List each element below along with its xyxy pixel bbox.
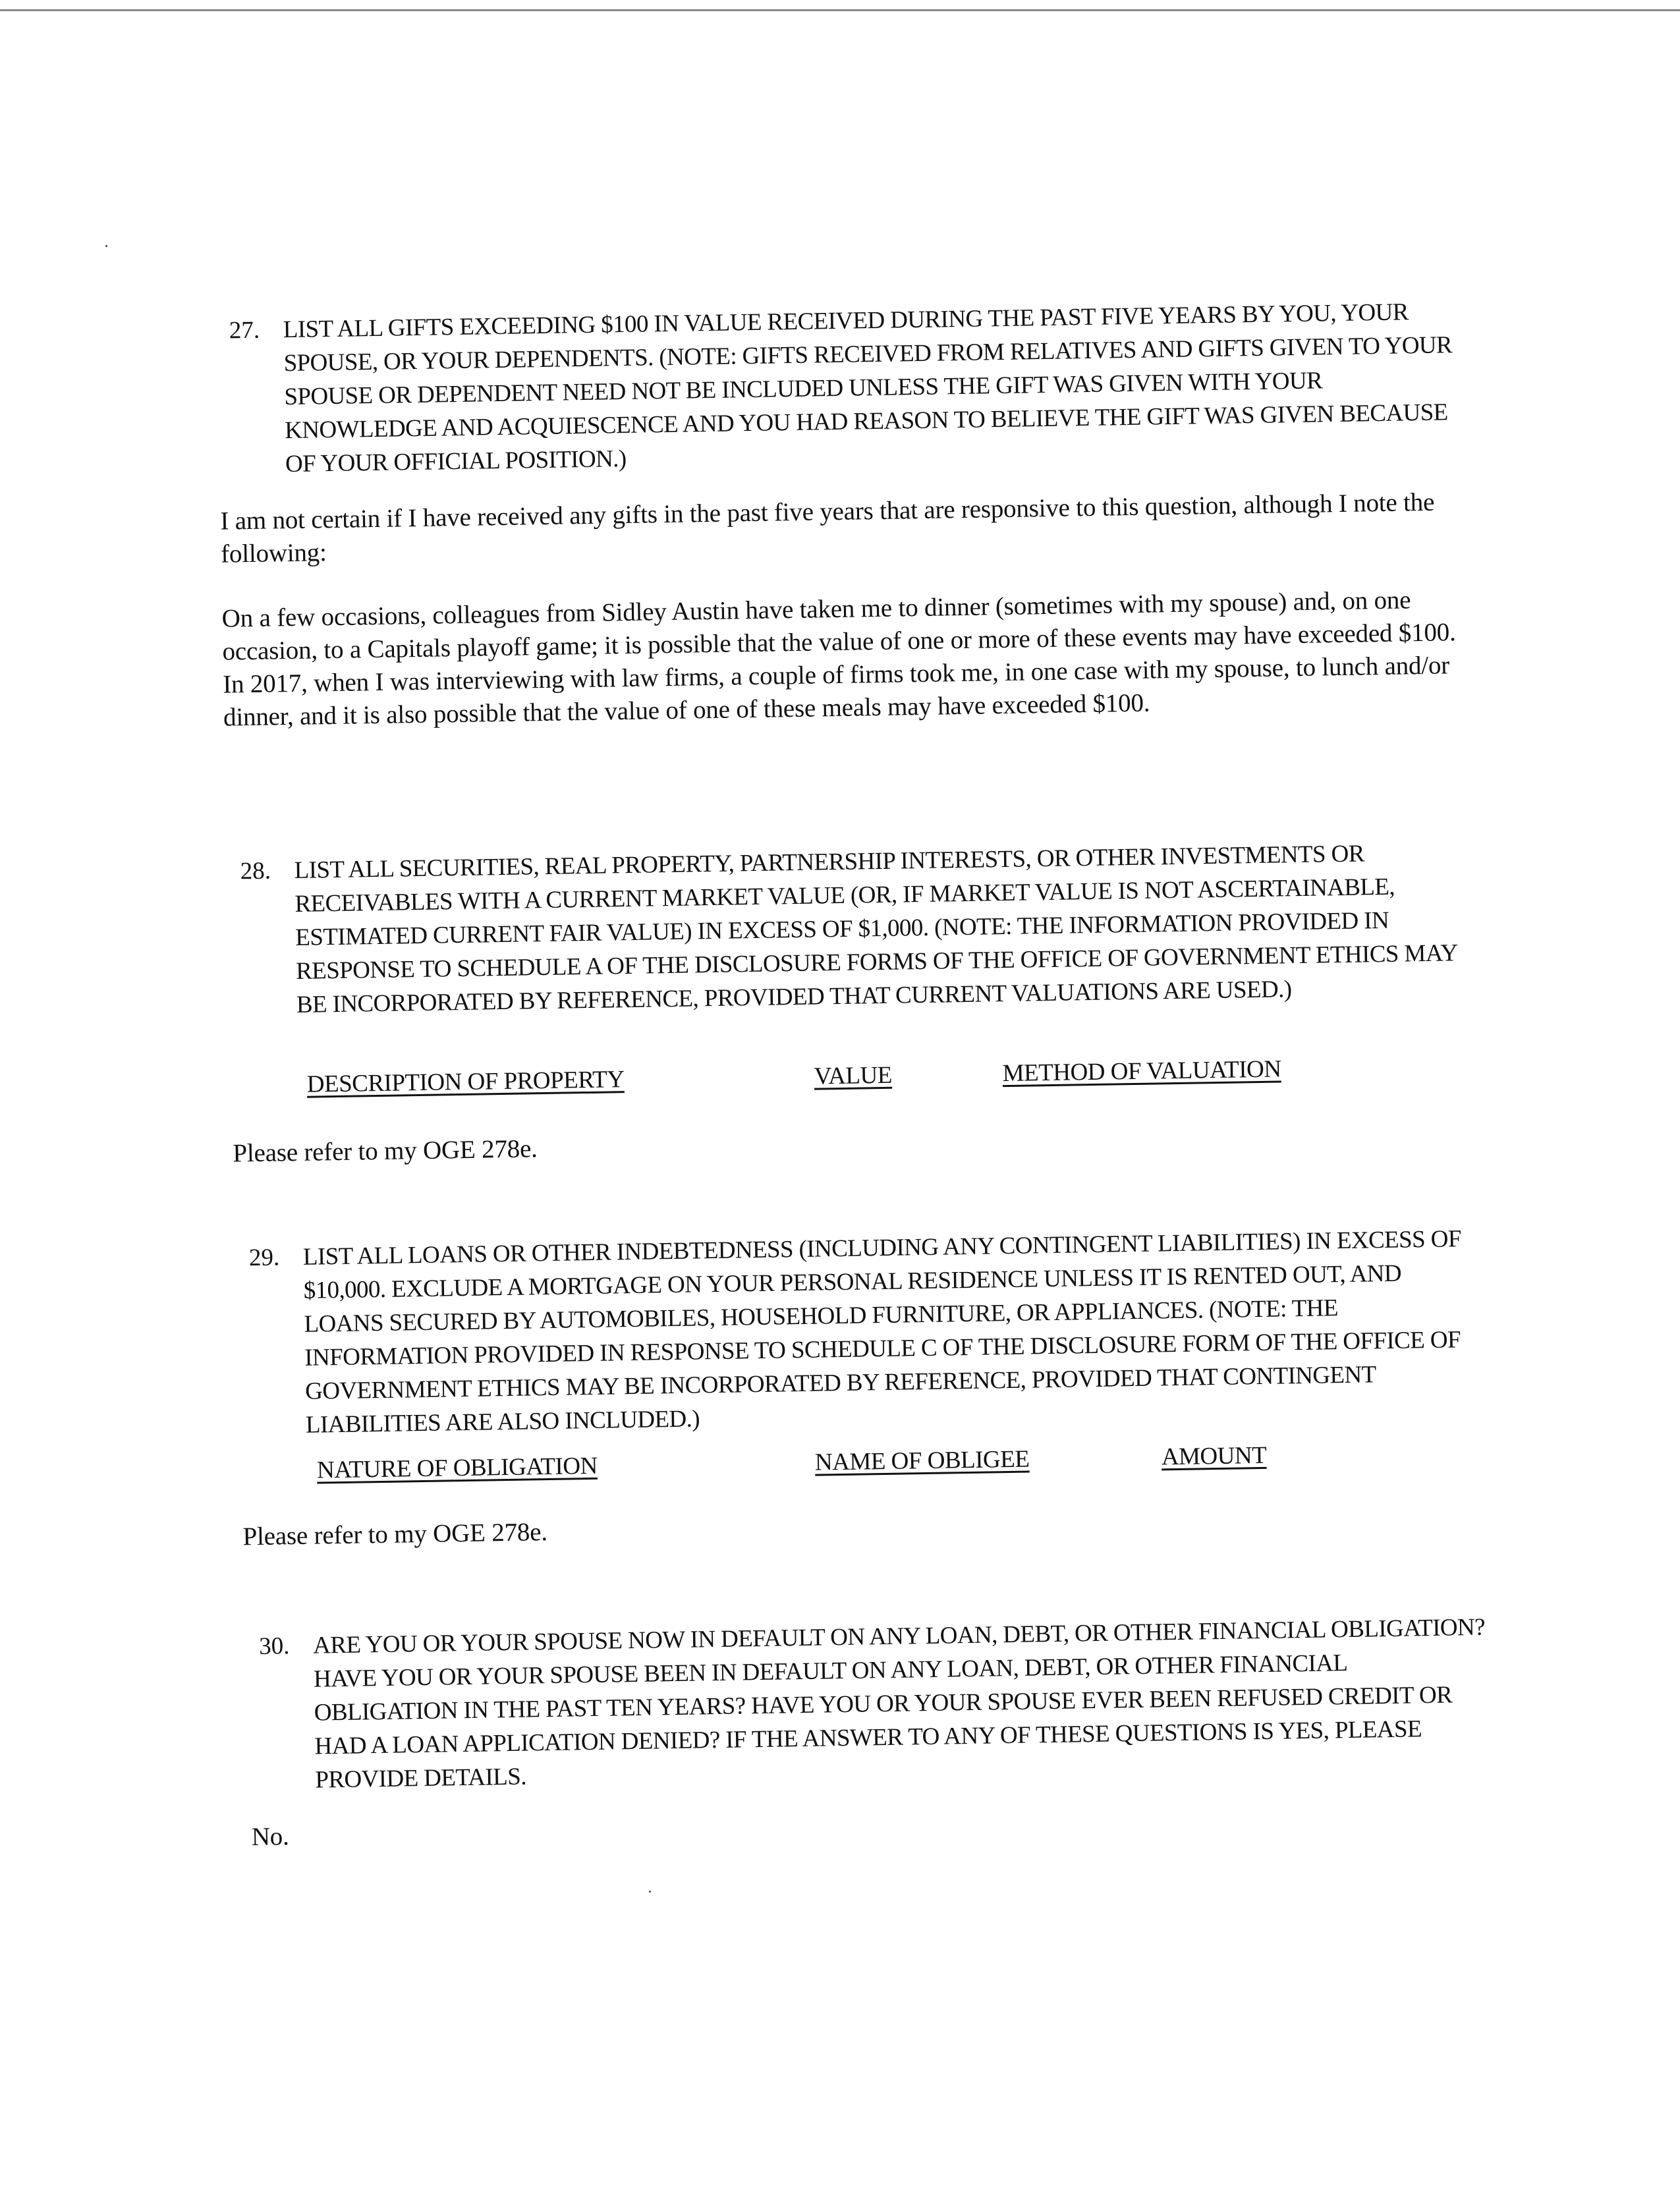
question-text: ARE YOU OR YOUR SPOUSE NOW IN DEFAULT ON ANY LOAN, DEBT, OR OTHER FINANCIAL OBLIGATION? HAVE YOU OR YOUR SPOUSE BEEN IN DEFAULT ON ANY LOAN, DEBT, OR OTHER FINANCIAL OBLIGATION IN THE PAST TEN YEARS? HAVE YOU OR YOUR SPOUSE EVER BEEN REFUSED CREDIT OR HAD A LOAN APPLICATION DENIED? IF THE ANSWER TO ANY OF THESE QUESTIONS IS YES, PLEASE PROVIDE DETAILS.	[312, 1613, 1486, 1794]
question-text: LIST ALL SECURITIES, REAL PROPERTY, PARTNERSHIP INTERESTS, OR OTHER INVESTMENTS OR RECEIVABLES WITH A CURRENT MARKET VALUE (OR, IF MARKET VALUE IS NOT ASCERTAINABLE, ESTIMATED CURRENT FAIR VALUE) IN EXCESS OF $1,000. (NOTE: THE INFORMATION PROVIDED IN RESPONSE TO SCHEDULE A OF THE DISCLOSURE FORMS OF THE OFFICE OF GOVERNMENT ETHICS MAY BE INCORPORATED BY REFERENCE, PROVIDED THAT CURRENT VALUATIONS ARE USED.)	[294, 840, 1457, 1018]
question-text: LIST ALL LOANS OR OTHER INDEBTEDNESS (INCLUDING ANY CONTINGENT LIABILITIES) IN EXCESS OF $10,000. EXCLUDE A MORTGAGE ON YOUR PERSONAL RESIDENCE UNLESS IT IS RENTED OUT, AND LOANS SECURED BY AUTOMOBILES, HOUSEHOLD FURNITURE, OR APPLIANCES. (NOTE: THE INFORMATION PROVIDED IN RESPONSE TO SCHEDULE C OF THE DISCLOSURE FORM OF THE OFFICE OF GOVERNMENT ETHICS MAY BE INCORPORATED BY REFERENCE, PROVIDED THAT CONTINGENT LIABILITIES ARE ALSO INCLUDED.)	[302, 1225, 1462, 1439]
column-header-description: DESCRIPTION OF PROPERTY	[306, 1066, 625, 1098]
answer-paragraph: I am not certain if I have received any gifts in the past five years that are responsive to this question, although I note the following:	[220, 487, 1435, 568]
question-number: 28.	[240, 857, 271, 885]
question-text: LIST ALL GIFTS EXCEEDING $100 IN VALUE RECEIVED DURING THE PAST FIVE YEARS BY YOU, YOUR SPOUSE, OR YOUR DEPENDENTS. (NOTE: GIFTS RECEIVED FROM RELATIVES AND GIFTS GIVEN TO YOUR SPOUSE OR DEPENDENT NEED NOT BE INCLUDED UNLESS THE GIFT WAS GIVEN WITH YOUR KNOWLEDGE AND ACQUIESCENCE AND YOU HAD REASON TO BELIEVE THE GIFT WAS GIVEN BECAUSE OF YOUR OFFICIAL POSITION.)	[283, 298, 1453, 478]
question-number: 27.	[229, 316, 260, 345]
answer-paragraph: No.	[251, 1822, 289, 1852]
answer-paragraph: On a few occasions, colleagues from Sidley Austin have taken me to dinner (sometimes with my spouse) and, on one occasion, to a Capitals playoff game; it is possible that the value of one or more of these events may have exceeded $100. In 2017, when I was interviewing with law firms, a couple of firms took me, in one case with my spouse, to lunch and/or dinner, and it is also possible that the value of one of these meals may have exceeded $100.	[221, 586, 1456, 732]
column-header-nature: NATURE OF OBLIGATION	[316, 1452, 598, 1484]
column-header-method: METHOD OF VALUATION	[1002, 1055, 1281, 1088]
question-number: 30.	[258, 1632, 290, 1660]
column-header-amount: AMOUNT	[1161, 1441, 1267, 1471]
question-number: 29.	[248, 1244, 280, 1272]
answer-paragraph: Please refer to my OGE 278e.	[242, 1518, 548, 1551]
column-header-obligee: NAME OF OBLIGEE	[814, 1445, 1030, 1476]
answer-paragraph: Please refer to my OGE 278e.	[233, 1134, 538, 1168]
column-header-value: VALUE	[814, 1061, 893, 1090]
